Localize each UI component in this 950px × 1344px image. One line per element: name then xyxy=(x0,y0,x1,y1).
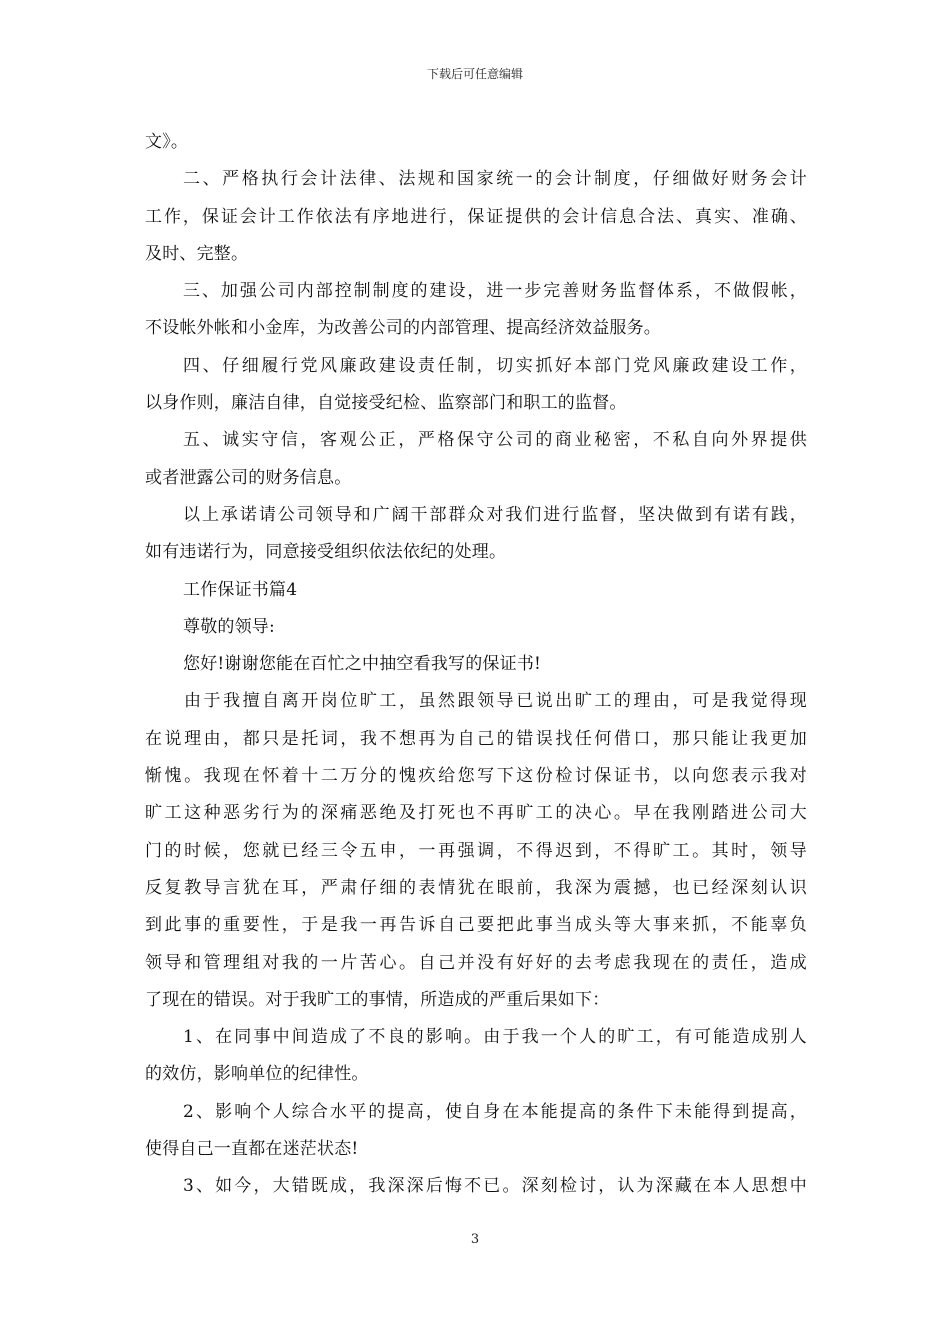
salutation: 尊敬的领导: xyxy=(183,616,275,637)
text-line: 领导和管理组对我的一片苦心。自己并没有好好的去考虑我现在的责任，造成 xyxy=(145,952,807,973)
text-line: 使得自己一直都在迷茫状态! xyxy=(145,1139,359,1160)
text-line: 了现在的错误。对于我旷工的事情，所造成的严重后果如下： xyxy=(145,989,610,1010)
text-line: 或者泄露公司的财务信息。 xyxy=(145,467,352,488)
text-line: 如有违诺行为，同意接受组织依法依纪的处理。 xyxy=(145,542,507,563)
text-line: 的效仿，影响单位的纪律性。 xyxy=(145,1064,369,1085)
text-line: 惭愧。我现在怀着十二万分的愧疚给您写下这份检讨保证书，以向您表示我对 xyxy=(145,766,807,787)
page-number: 3 xyxy=(470,1232,480,1247)
body-text xyxy=(145,124,807,1206)
page-header: 下载后可任意编辑 xyxy=(426,67,523,81)
text-line: 旷工这种恶劣行为的深痛恶绝及打死也不再旷工的决心。早在我刚踏进公司大 xyxy=(145,803,807,824)
greeting: 您好!谢谢您能在百忙之中抽空看我写的保证书! xyxy=(183,654,542,675)
text-line: 四、仔细履行党风廉政建设责任制，切实抓好本部门党风廉政建设工作， xyxy=(183,355,807,376)
text-line: 2、影响个人综合水平的提高，使自身在本能提高的条件下未能得到提高， xyxy=(183,1101,807,1122)
text-line: 工作，保证会计工作依法有序地进行，保证提供的会计信息合法、真实、准确、 xyxy=(145,206,807,227)
text-line: 三、加强公司内部控制制度的建设，进一步完善财务监督体系，不做假帐， xyxy=(183,281,807,302)
text-line: 文》。 xyxy=(145,132,189,152)
text-line: 以上承诺请公司领导和广阔干部群众对我们进行监督，坚决做到有诺有践， xyxy=(183,504,807,525)
text-line: 以身作则，廉洁自律，自觉接受纪检、监察部门和职工的监督。 xyxy=(145,393,627,414)
text-line: 及时、完整。 xyxy=(145,243,249,264)
text-line: 到此事的重要性，于是我一再告诉自己要把此事当成头等大事来抓，不能辜负 xyxy=(145,915,807,936)
text-line: 门的时候，您就已经三令五申，一再强调，不得迟到，不得旷工。其时，领导 xyxy=(145,840,807,861)
text-line: 反复教导言犹在耳，严肃仔细的表情犹在眼前，我深为震撼，也已经深刻认识 xyxy=(145,877,807,898)
text-line: 不设帐外帐和小金库，为改善公司的内部管理、提高经济效益服务。 xyxy=(145,318,661,339)
text-line: 3、如今，大错既成，我深深后悔不已。深刻检讨，认为深藏在本人思想中 xyxy=(183,1176,807,1197)
text-line: 二、严格执行会计法律、法规和国家统一的会计制度，仔细做好财务会计 xyxy=(183,169,807,190)
text-line: 由于我擅自离开岗位旷工，虽然跟领导已说出旷工的理由，可是我觉得现 xyxy=(184,691,807,712)
text-line: 1、在同事中间造成了不良的影响。由于我一个人的旷工，有可能造成别人 xyxy=(183,1027,807,1048)
text-line: 五、诚实守信，客观公正，严格保守公司的商业秘密，不私自向外界提供 xyxy=(183,430,807,451)
text-line: 在说理由，都只是托词，我不想再为自己的错误找任何借口，那只能让我更加 xyxy=(145,728,807,749)
section-title: 工作保证书篇4 xyxy=(183,579,298,600)
